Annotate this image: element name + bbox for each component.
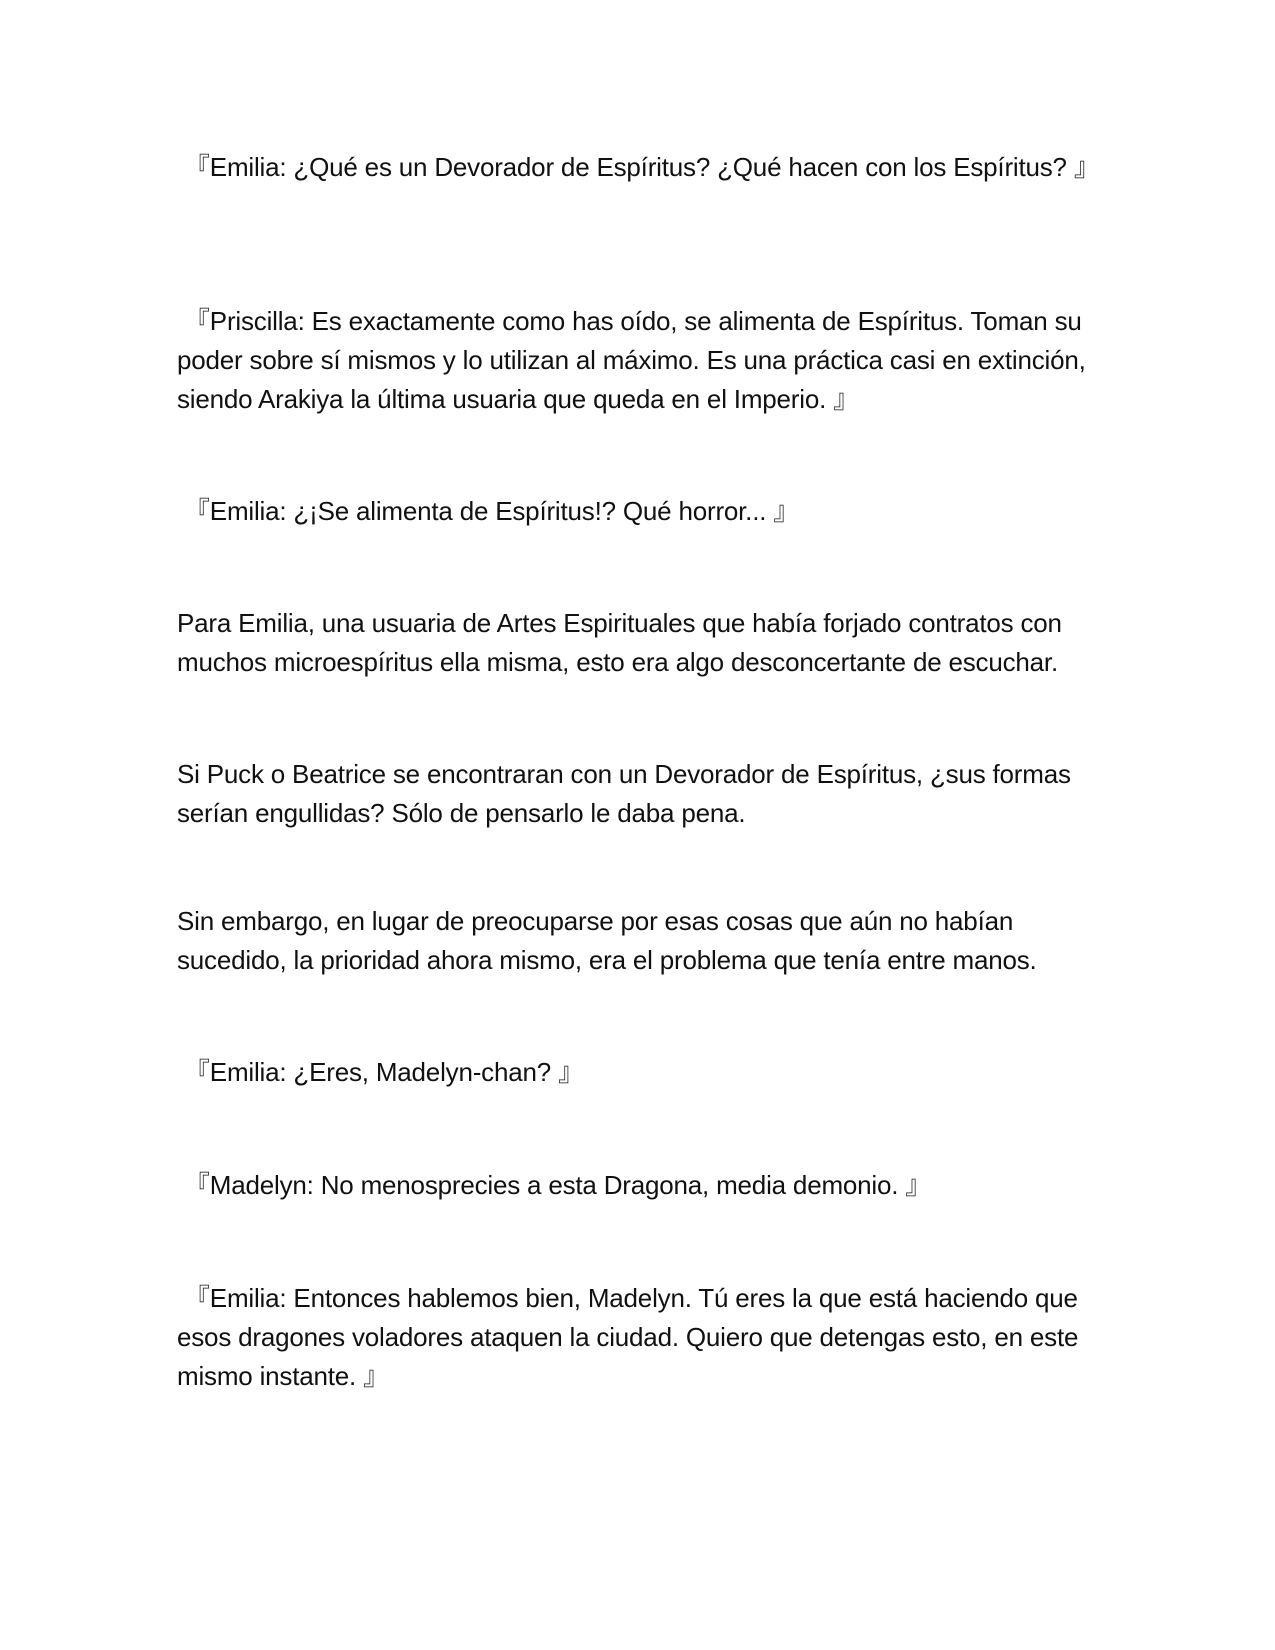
- dialogue-emilia-madelyn: 『Emilia: ¿Eres, Madelyn-chan? 』: [184, 1057, 584, 1087]
- narration-paragraph: Para Emilia, una usuaria de Artes Espirituales que había forjado contratos con muchos microespíritus ella misma, esto era algo desconcertante de escuchar.: [177, 608, 1062, 677]
- narration-paragraph: Si Puck o Beatrice se encontraran con un Devorador de Espíritus, ¿sus formas serían engullidas? Sólo de pensarlo le daba pena.: [177, 759, 1071, 828]
- dialogue-madelyn-reply: 『Madelyn: No menosprecies a esta Dragona, media demonio. 』: [184, 1170, 932, 1200]
- dialogue-emilia-demand: 『Emilia: Entonces hablemos bien, Madelyn. Tú eres la que está haciendo que esos dragones voladores ataquen la ciudad. Quiero que detengas esto, en este mismo instante. 』: [177, 1283, 1079, 1391]
- dialogue-priscilla-answer: 『Priscilla: Es exactamente como has oído, se alimenta de Espíritus. Toman su poder sobre sí mismos y lo utilizan al máximo. Es una práctica casi en extinción, siendo Arakiya la última usuaria que queda en el Imperio. 』: [177, 306, 1086, 414]
- narration-paragraph: Sin embargo, en lugar de preocuparse por esas cosas que aún no habían sucedido, la prioridad ahora mismo, era el problema que tenía entre manos.: [177, 906, 1037, 975]
- dialogue-emilia-reaction: 『Emilia: ¿¡Se alimenta de Espíritus!? Qué horror... 』: [184, 496, 800, 526]
- dialogue-emilia-question: 『Emilia: ¿Qué es un Devorador de Espíritus? ¿Qué hacen con los Espíritus? 』: [184, 152, 1100, 182]
